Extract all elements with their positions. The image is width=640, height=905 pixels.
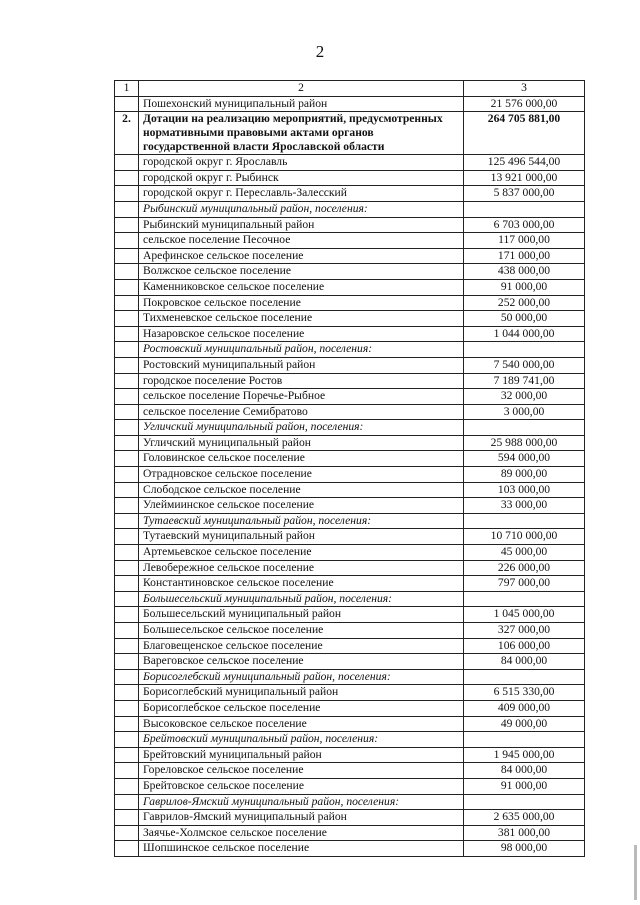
table-row — [115, 763, 585, 779]
row-value-cell: 84 000,00 — [464, 654, 585, 670]
row-name-cell: Борисоглебский муниципальный район — [139, 685, 464, 701]
row-value-cell: 252 000,00 — [464, 295, 585, 311]
row-number-cell — [115, 513, 139, 529]
row-name-cell: Гореловское сельское поселение — [139, 763, 464, 779]
row-value-cell: 264 705 881,00 — [464, 112, 585, 155]
row-value-cell: 1 044 000,00 — [464, 326, 585, 342]
row-value-cell: 226 000,00 — [464, 560, 585, 576]
table-row — [115, 326, 585, 342]
table-row — [115, 404, 585, 420]
row-value-cell: 91 000,00 — [464, 279, 585, 295]
row-number-cell — [115, 295, 139, 311]
row-number-cell — [115, 591, 139, 607]
row-number-cell — [115, 654, 139, 670]
table-row — [115, 716, 585, 732]
table-row — [115, 638, 585, 654]
row-name-cell: Борисоглебское сельское поселение — [139, 700, 464, 716]
row-number-cell — [115, 357, 139, 373]
row-name-cell: Тихменевское сельское поселение — [139, 311, 464, 327]
row-name-cell: сельское поселение Песочное — [139, 233, 464, 249]
row-number-cell — [115, 248, 139, 264]
row-name-cell: Левобережное сельское поселение — [139, 560, 464, 576]
row-name-cell: городской округ г. Переславль-Залесский — [139, 186, 464, 202]
row-name-cell: городское поселение Ростов — [139, 373, 464, 389]
row-value-cell: 89 000,00 — [464, 467, 585, 483]
row-value-cell: 32 000,00 — [464, 389, 585, 405]
row-value-cell: 10 710 000,00 — [464, 529, 585, 545]
row-name-cell: Ростовский муниципальный район, поселения: — [139, 342, 464, 358]
row-value-cell: 98 000,00 — [464, 841, 585, 857]
table-row — [115, 295, 585, 311]
table-row — [115, 389, 585, 405]
row-name-cell: Угличский муниципальный район, поселения: — [139, 420, 464, 436]
table-row — [115, 545, 585, 561]
subsidy-table — [114, 80, 585, 857]
page-number: 2 — [315, 42, 325, 61]
row-value-cell — [464, 513, 585, 529]
row-number-cell — [115, 763, 139, 779]
row-name-cell: Борисоглебский муниципальный район, поселения: — [139, 669, 464, 685]
group-header-row — [115, 732, 585, 748]
row-number-cell — [115, 841, 139, 857]
row-number-cell — [115, 96, 139, 112]
row-value-cell: 2 635 000,00 — [464, 810, 585, 826]
row-number-cell — [115, 201, 139, 217]
row-value-cell: 45 000,00 — [464, 545, 585, 561]
row-name-cell: Гаврилов-Ямский муниципальный район, поселения: — [139, 794, 464, 810]
row-name-cell: Большесельский муниципальный район — [139, 607, 464, 623]
row-value-cell: 381 000,00 — [464, 825, 585, 841]
row-name-cell: Благовещенское сельское поселение — [139, 638, 464, 654]
group-header-row — [115, 669, 585, 685]
header-col-2: 2 — [139, 81, 464, 97]
table-row — [115, 778, 585, 794]
row-name-cell: городской округ г. Рыбинск — [139, 170, 464, 186]
row-value-cell: 50 000,00 — [464, 311, 585, 327]
row-number-cell — [115, 607, 139, 623]
row-name-cell: Улеймиинское сельское поселение — [139, 498, 464, 514]
row-name-cell: Брейтовское сельское поселение — [139, 778, 464, 794]
table-row — [115, 685, 585, 701]
row-name-cell: Ростовский муниципальный район — [139, 357, 464, 373]
table-row — [115, 435, 585, 451]
row-name-cell: Назаровское сельское поселение — [139, 326, 464, 342]
row-value-cell — [464, 591, 585, 607]
row-number-cell — [115, 529, 139, 545]
table-row — [115, 170, 585, 186]
row-value-cell: 6 515 330,00 — [464, 685, 585, 701]
section-row — [115, 112, 585, 155]
group-header-row — [115, 201, 585, 217]
row-number-cell — [115, 638, 139, 654]
row-name-cell: Рыбинский муниципальный район, поселения: — [139, 201, 464, 217]
row-name-cell: Гаврилов-Ямский муниципальный район — [139, 810, 464, 826]
row-name-cell: Волжское сельское поселение — [139, 264, 464, 280]
row-number-cell — [115, 404, 139, 420]
row-number-cell — [115, 810, 139, 826]
row-value-cell: 117 000,00 — [464, 233, 585, 249]
row-name-cell: Угличский муниципальный район — [139, 435, 464, 451]
row-number-cell — [115, 482, 139, 498]
row-value-cell: 103 000,00 — [464, 482, 585, 498]
group-header-row — [115, 342, 585, 358]
row-name-cell: Тутаевский муниципальный район, поселения: — [139, 513, 464, 529]
table-row — [115, 311, 585, 327]
row-number-cell — [115, 747, 139, 763]
table-row — [115, 623, 585, 639]
row-number-cell — [115, 732, 139, 748]
row-value-cell: 13 921 000,00 — [464, 170, 585, 186]
row-number-cell — [115, 420, 139, 436]
row-name-cell: Каменниковское сельское поселение — [139, 279, 464, 295]
row-number-cell — [115, 545, 139, 561]
row-name-cell: Брейтовский муниципальный район — [139, 747, 464, 763]
row-number-cell — [115, 326, 139, 342]
row-number-cell — [115, 435, 139, 451]
row-number-cell — [115, 700, 139, 716]
table-header-row — [115, 81, 585, 97]
row-name-cell: Заячье-Холмское сельское поселение — [139, 825, 464, 841]
row-number-cell — [115, 669, 139, 685]
group-header-row — [115, 591, 585, 607]
group-header-row — [115, 794, 585, 810]
row-number-cell: 2. — [115, 112, 139, 155]
row-value-cell — [464, 669, 585, 685]
row-number-cell — [115, 560, 139, 576]
row-name-cell: Рыбинский муниципальный район — [139, 217, 464, 233]
row-name-cell: Покровское сельское поселение — [139, 295, 464, 311]
row-number-cell — [115, 794, 139, 810]
row-value-cell: 91 000,00 — [464, 778, 585, 794]
row-name-cell: Арефинское сельское поселение — [139, 248, 464, 264]
row-value-cell: 5 837 000,00 — [464, 186, 585, 202]
scan-margin-mark — [634, 845, 637, 900]
row-value-cell — [464, 732, 585, 748]
table-row — [115, 233, 585, 249]
row-number-cell — [115, 467, 139, 483]
row-number-cell — [115, 576, 139, 592]
row-name-cell: Артемьевское сельское поселение — [139, 545, 464, 561]
table-row — [115, 747, 585, 763]
row-value-cell: 1 945 000,00 — [464, 747, 585, 763]
row-number-cell — [115, 778, 139, 794]
table-row — [115, 825, 585, 841]
row-value-cell: 171 000,00 — [464, 248, 585, 264]
row-value-cell: 33 000,00 — [464, 498, 585, 514]
table-row — [115, 654, 585, 670]
row-number-cell — [115, 451, 139, 467]
row-value-cell: 1 045 000,00 — [464, 607, 585, 623]
row-number-cell — [115, 311, 139, 327]
row-value-cell — [464, 420, 585, 436]
table-row — [115, 264, 585, 280]
row-name-cell: сельское поселение Поречье-Рыбное — [139, 389, 464, 405]
row-value-cell — [464, 201, 585, 217]
table-row — [115, 186, 585, 202]
table-row — [115, 841, 585, 857]
table-row — [115, 451, 585, 467]
table-row — [115, 248, 585, 264]
row-value-cell: 49 000,00 — [464, 716, 585, 732]
row-name-cell: Головинское сельское поселение — [139, 451, 464, 467]
row-name-cell: Дотации на реализацию мероприятий, предусмотренных нормативными правовыми актами органов государственной власти Ярославской области — [139, 112, 464, 155]
table-row — [115, 155, 585, 171]
row-name-cell: Шопшинское сельское поселение — [139, 841, 464, 857]
row-name-cell: Большесельский муниципальный район, поселения: — [139, 591, 464, 607]
row-name-cell: Тутаевский муниципальный район — [139, 529, 464, 545]
row-number-cell — [115, 342, 139, 358]
row-value-cell: 594 000,00 — [464, 451, 585, 467]
group-header-row — [115, 420, 585, 436]
table-row — [115, 700, 585, 716]
row-value-cell: 327 000,00 — [464, 623, 585, 639]
row-name-cell: Брейтовский муниципальный район, поселения: — [139, 732, 464, 748]
row-value-cell — [464, 794, 585, 810]
row-number-cell — [115, 279, 139, 295]
row-value-cell: 7 189 741,00 — [464, 373, 585, 389]
table-row — [115, 498, 585, 514]
row-number-cell — [115, 623, 139, 639]
row-number-cell — [115, 389, 139, 405]
row-name-cell: сельское поселение Семибратово — [139, 404, 464, 420]
row-number-cell — [115, 186, 139, 202]
row-number-cell — [115, 155, 139, 171]
header-col-1: 1 — [115, 81, 139, 97]
row-number-cell — [115, 373, 139, 389]
table-row — [115, 482, 585, 498]
row-name-cell: Отрадновское сельское поселение — [139, 467, 464, 483]
row-number-cell — [115, 170, 139, 186]
row-value-cell: 25 988 000,00 — [464, 435, 585, 451]
row-number-cell — [115, 217, 139, 233]
table-row — [115, 576, 585, 592]
row-value-cell: 7 540 000,00 — [464, 357, 585, 373]
row-name-cell: Пошехонский муниципальный район — [139, 96, 464, 112]
row-value-cell — [464, 342, 585, 358]
table-row — [115, 467, 585, 483]
row-value-cell: 84 000,00 — [464, 763, 585, 779]
group-header-row — [115, 513, 585, 529]
row-name-cell: Слободское сельское поселение — [139, 482, 464, 498]
table-row — [115, 607, 585, 623]
table-row — [115, 357, 585, 373]
row-number-cell — [115, 498, 139, 514]
row-value-cell: 797 000,00 — [464, 576, 585, 592]
row-number-cell — [115, 716, 139, 732]
row-value-cell: 438 000,00 — [464, 264, 585, 280]
row-name-cell: Вареговское сельское поселение — [139, 654, 464, 670]
table-row — [115, 279, 585, 295]
row-name-cell: Константиновское сельское поселение — [139, 576, 464, 592]
table-row — [115, 810, 585, 826]
row-name-cell: Высоковское сельское поселение — [139, 716, 464, 732]
row-number-cell — [115, 264, 139, 280]
row-number-cell — [115, 685, 139, 701]
row-value-cell: 21 576 000,00 — [464, 96, 585, 112]
row-value-cell: 106 000,00 — [464, 638, 585, 654]
header-col-3: 3 — [464, 81, 585, 97]
row-value-cell: 6 703 000,00 — [464, 217, 585, 233]
row-name-cell: Большесельское сельское поселение — [139, 623, 464, 639]
row-value-cell: 409 000,00 — [464, 700, 585, 716]
table-row — [115, 560, 585, 576]
table-row — [115, 96, 585, 112]
row-number-cell — [115, 233, 139, 249]
table-row — [115, 529, 585, 545]
row-value-cell: 125 496 544,00 — [464, 155, 585, 171]
table-body — [115, 81, 585, 857]
table-row — [115, 217, 585, 233]
row-number-cell — [115, 825, 139, 841]
row-name-cell: городской округ г. Ярославль — [139, 155, 464, 171]
table-row — [115, 373, 585, 389]
row-value-cell: 3 000,00 — [464, 404, 585, 420]
